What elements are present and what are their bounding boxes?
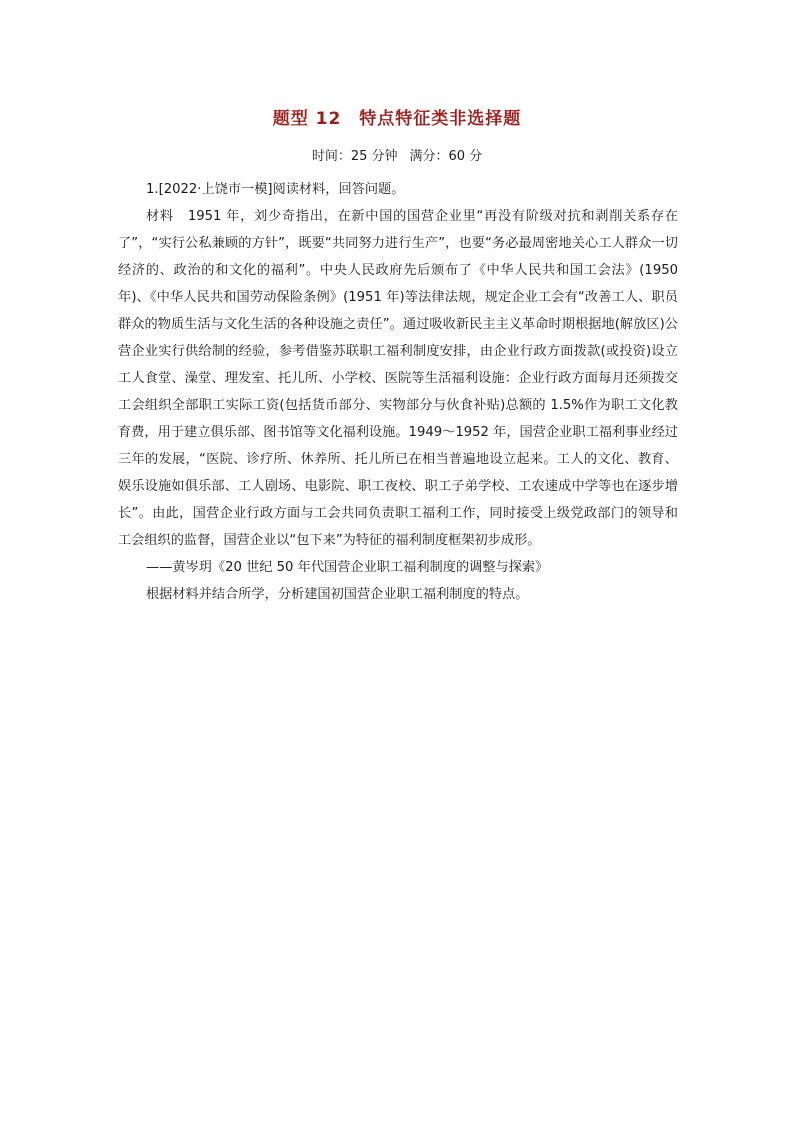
- material-text: 1951 年，刘少奇指出，在新中国的国营企业里“再没有阶级对抗和剥削关系存在了”，“实行公私兼顾的方针”，既要“共同努力进行生产”，也要“务必最周密地关心工人群众一切经济的、政治的和文化的福利”。中央人民政府先后颁布了《中华人民共和国工会法》(1950 年)、《中华人民共和国劳动保险条例》(1951 年)等法律法规，规定企业工会有“改善工人、职员群众的物质生活与文化生活的各种设施之责任”。通过吸收新民主主义革命时期根据地(解放区)公营企业实行供给制的经验，参考借鉴苏联职工福利制度安排，由企业行政方面拨款(或投资)设立工人食堂、澡堂、理发室、托儿所、小学校、医院等生活福利设施：企业行政方面每月还须拨交工会组织全部职工实际工资(包括货币部分、实物部分与伙食补贴)总额的 1.5%作为职工文化教育费，用于建立俱乐部、图书馆等文化福利设施。1949～1952 年，国营企业职工福利事业经过三年的发展，“医院、诊疗所、休养所、托儿所已在相当普遍地设立起来。工人的文化、教育、娱乐设施如俱乐部、工人剧场、电影院、职工夜校、职工子弟学校、工农速成中学等也在逐步增长”。由此，国营企业行政方面与工会共同负责职工福利工作，同时接受上级党政部门的领导和工会组织的监督，国营企业以“包下来”为特征的福利制度框架初步成形。: [118, 209, 678, 548]
- question-head: 1.[2022·上饶市一模]阅读材料，回答问题。: [146, 182, 405, 197]
- material-label: 材料: [146, 209, 174, 224]
- title-name: 特点特征类非选择题: [359, 109, 522, 129]
- title-type: 题型 12: [272, 109, 342, 129]
- question-content: [118, 176, 678, 608]
- time-limit: 时间：25 分钟: [311, 149, 398, 164]
- material-paragraph: [118, 203, 678, 554]
- page-title: [0, 104, 794, 129]
- material-source: ——黄岑玥《20 世纪 50 年代国营企业职工福利制度的调整与探索》: [146, 560, 549, 575]
- question-ask: 根据材料并结合所学，分析建国初国营企业职工福利制度的特点。: [146, 587, 529, 602]
- exam-meta: [0, 145, 794, 164]
- full-score: 满分：60 分: [409, 149, 483, 164]
